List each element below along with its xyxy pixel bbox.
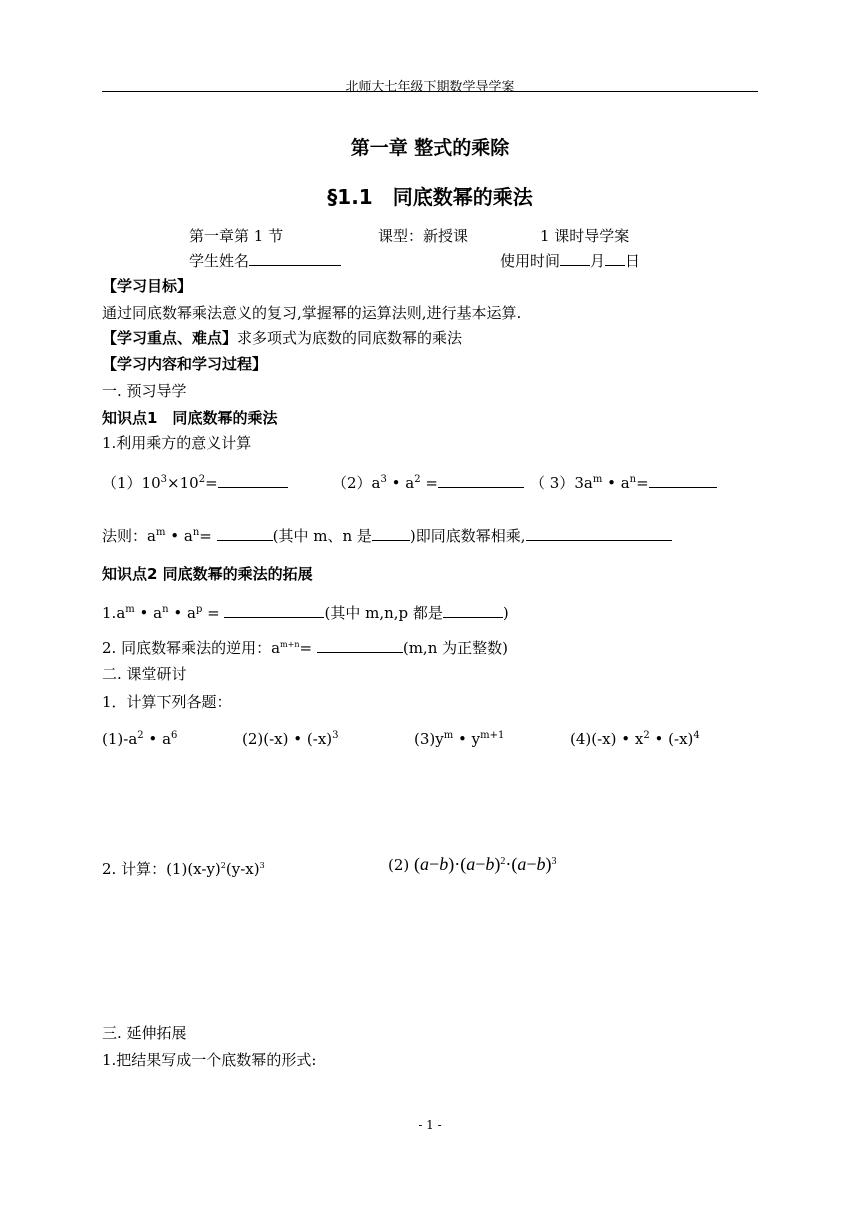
m-b3: b: [536, 854, 546, 874]
item4-op1: •: [621, 730, 631, 748]
part2-q2-1: [102, 858, 265, 879]
ex2-base1: a: [371, 474, 381, 492]
ex1-base1: 10: [141, 474, 161, 492]
ext1-exp3: p: [195, 604, 203, 615]
student-name-blank: [249, 251, 341, 266]
item1-base2: a: [162, 730, 172, 748]
extension-1: [102, 602, 509, 623]
item3-exp1: m: [443, 730, 454, 741]
rule-base1: a: [147, 527, 156, 545]
item4-base2: x: [634, 730, 644, 748]
ex1-eq: =: [205, 474, 218, 492]
ext1-prefix: 1.: [102, 604, 117, 622]
item1-label: (1)-a: [102, 730, 138, 748]
rule-line: [102, 525, 672, 546]
rule-blank-2: [372, 526, 410, 541]
rule-exp2: n: [192, 527, 200, 538]
day-label: 日: [625, 252, 641, 270]
item1-exp2: 6: [171, 730, 178, 741]
part1-heading: 一. 预习导学: [102, 382, 187, 400]
part2-q2-2: [388, 854, 557, 875]
practice-item-2: [242, 730, 339, 748]
student-name-label: 学生姓名: [189, 252, 250, 270]
header-rule: [102, 91, 758, 92]
ext2-base: a: [271, 639, 281, 657]
m-exp3: 3: [551, 856, 557, 867]
ext1-op2: •: [173, 604, 183, 622]
kp1-q1: 1.利用乘方的意义计算: [102, 434, 252, 452]
m-dot1: ·: [454, 854, 461, 874]
ex1-op: ×: [167, 474, 180, 492]
ext1-exp2: n: [162, 604, 169, 615]
rule-exp1: m: [155, 527, 166, 538]
kp2-title: 知识点2 同底数幂的乘法的拓展: [102, 565, 313, 583]
q2-label2: (2): [388, 856, 410, 874]
key-points-text: 求多项式为底数的同底数幂的乘法: [237, 329, 463, 347]
m-minus2: −: [475, 854, 486, 874]
ex2-label: （2）: [332, 474, 372, 492]
ext1-mid: (其中 m,n,p 都是: [324, 604, 443, 622]
ex1-label: （1）: [102, 474, 142, 492]
item4-op2: •: [654, 730, 664, 748]
ex1-exp2: 2: [198, 474, 206, 485]
use-time-label: 使用时间: [500, 252, 561, 270]
m-a2: a: [466, 854, 476, 874]
ex1-base2: 10: [179, 474, 199, 492]
m-b2: b: [485, 854, 495, 874]
item4-base3: (-x): [668, 730, 694, 748]
kp1-title: 知识点1 同底数幂的乘法: [102, 409, 278, 427]
month-blank: [560, 251, 590, 266]
m-dot2: ·: [505, 854, 512, 874]
ex1-blank: [218, 473, 288, 488]
ex2-op: •: [391, 474, 401, 492]
item4-label: (4)(-x): [570, 730, 617, 748]
ex2-blank: [438, 473, 524, 488]
ex2-base2: a: [405, 474, 415, 492]
ex3-exp1: m: [592, 474, 603, 485]
ex3-blank: [649, 473, 717, 488]
ext2-eq: =: [299, 639, 317, 657]
ext1-eq: =: [202, 604, 225, 622]
item3-base2: y: [471, 730, 481, 748]
chapter-title: 第一章 整式的乘除: [350, 137, 510, 159]
item3-exp2: m+1: [480, 730, 505, 741]
part3-q1: 1.把结果写成一个底数幂的形式:: [102, 1051, 317, 1069]
item3-op: •: [458, 730, 467, 748]
use-time-line: [500, 250, 640, 271]
ex3-coef: 3a: [574, 474, 593, 492]
item4-exp3: 4: [693, 730, 700, 741]
ex3-op: •: [607, 474, 616, 492]
item2-exp2: 3: [332, 730, 339, 741]
m-b1: b: [439, 854, 449, 874]
day-blank: [605, 251, 625, 266]
month-label: 月: [590, 252, 606, 270]
ext1-blank-1: [224, 603, 324, 618]
rule-eq: =: [199, 527, 217, 545]
ex1-exp1: 3: [160, 474, 168, 485]
part2-heading: 二. 课堂研讨: [102, 665, 187, 683]
exercise-2: [332, 472, 524, 493]
ext2-exp: m+n: [280, 640, 300, 649]
m-exp2: 2: [500, 856, 506, 867]
ext2-end: (m,n 为正整数): [402, 639, 508, 657]
practice-item-1: [102, 730, 177, 748]
rule-mid1: (其中 m、n 是: [272, 527, 372, 545]
ext2-blank: [317, 638, 403, 653]
meta-hours: 1 课时导学案: [540, 227, 630, 245]
ex3-eq: =: [636, 474, 649, 492]
page-header: 北师大七年级下期数学导学案: [345, 80, 515, 95]
goals-heading: 【学习目标】: [102, 277, 193, 295]
meta-lesson-type: 课型：新授课: [378, 227, 469, 245]
ex2-exp2: 2: [414, 474, 421, 485]
exercise-1: [102, 472, 288, 493]
ext1-base3: a: [187, 604, 196, 622]
key-points-line: [102, 327, 462, 348]
item4-exp2: 2: [643, 730, 650, 741]
rule-blank-3: [526, 526, 672, 541]
ex2-eq: =: [420, 474, 438, 492]
item2-label: (2)(-x): [242, 730, 289, 748]
ex3-label: （ 3）: [530, 474, 575, 492]
item3-label: (3)y: [414, 730, 444, 748]
item2-op: •: [293, 730, 303, 748]
section-title: §1.1 同底数幂的乘法: [327, 185, 533, 209]
item1-exp1: 2: [137, 730, 144, 741]
rule-blank-1: [217, 526, 273, 541]
goals-text: 通过同底数幂乘法意义的复习,掌握幂的运算法则,进行基本运算.: [102, 304, 522, 322]
ext1-base2: a: [153, 604, 163, 622]
key-points-heading: 【学习重点、难点】: [102, 329, 238, 347]
rule-mid2: )即同底数幂相乘,: [409, 527, 526, 545]
practice-item-3: [414, 730, 504, 748]
student-name-line: [189, 250, 341, 271]
part3-heading: 三. 延伸拓展: [102, 1024, 187, 1042]
page-number: - 1 -: [418, 1118, 442, 1132]
item1-op: •: [148, 730, 158, 748]
ext2-prefix: 2. 同底数幂乘法的逆用：: [102, 639, 272, 657]
ex3-base2: a: [620, 474, 630, 492]
exercise-3: [530, 472, 717, 493]
rule-prefix: 法则：: [102, 527, 148, 545]
m-minus3: −: [526, 854, 537, 874]
m-a1: a: [420, 854, 430, 874]
content-heading: 【学习内容和学习过程】: [102, 355, 268, 373]
q2-prefix: 2. 计算：(1)(x-y): [102, 860, 221, 878]
meta-section: 第一章第 1 节: [189, 227, 284, 245]
part2-q1: 1．计算下列各题：: [102, 693, 232, 711]
ext1-base1: a: [116, 604, 126, 622]
ext1-op1: •: [139, 604, 149, 622]
q2-exp1: 2: [220, 861, 226, 870]
rule-op: •: [170, 527, 180, 545]
ext1-exp1: m: [125, 604, 135, 615]
rule-base2: a: [183, 527, 193, 545]
extension-2: [102, 637, 508, 658]
ext1-blank-2: [443, 603, 503, 618]
ext1-end: ): [502, 604, 509, 622]
q2-formula: $(a-b)\cdot(a-b)^2\cdot(a-b)^3$: [414, 854, 557, 874]
ex3-exp2: n: [629, 474, 637, 485]
q2-mid: (y-x): [225, 860, 260, 878]
q2-exp2: 3: [259, 861, 265, 870]
ex2-exp1: 3: [380, 474, 387, 485]
practice-item-4: [570, 730, 700, 748]
m-a3: a: [517, 854, 527, 874]
m-minus1: −: [429, 854, 440, 874]
item2-base2: (-x): [306, 730, 333, 748]
